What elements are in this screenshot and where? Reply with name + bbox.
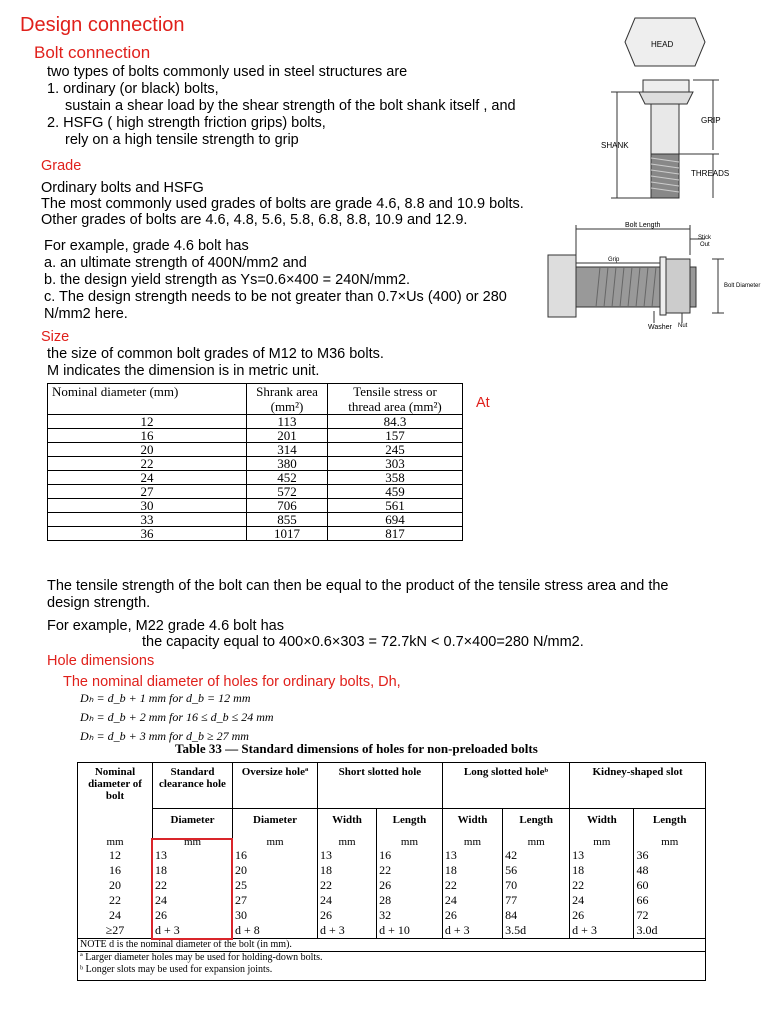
grade-example-line: c. The design strength needs to be not greater than 0.7×Us (400) or 280: [44, 289, 507, 305]
table-note: NOTE d is the nominal diameter of the bolt (in mm).: [78, 939, 706, 952]
nut-shape: [639, 92, 693, 104]
m22-example-line: For example, M22 grade 4.6 bolt has: [47, 618, 284, 634]
table-cell: 24: [48, 471, 247, 485]
table-cell: 16: [78, 863, 153, 878]
col-nominal-diameter: [48, 384, 247, 415]
table-cell: 22: [442, 878, 502, 893]
table-cell: 13: [570, 848, 634, 863]
grade-line: Ordinary bolts and HSFG: [41, 180, 204, 196]
unit-cell: mm: [503, 830, 570, 848]
tensile-line: The tensile strength of the bolt can then be equal to the product of the tensile stress area and the: [47, 578, 669, 594]
header-text: Nominal diameter of bolt: [88, 766, 142, 802]
table-cell: d + 3: [153, 923, 233, 939]
table-cell: 314: [247, 443, 328, 457]
table-cell: 33: [48, 513, 247, 527]
table-cell: 1017: [247, 527, 328, 541]
header-text: thread area (mm²): [348, 399, 442, 414]
table-cell: 20: [78, 878, 153, 893]
grade-line: The most commonly used grades of bolts are grade 4.6, 8.8 and 10.9 bolts.: [41, 196, 524, 212]
table-cell: 157: [328, 429, 463, 443]
head-label: HEAD: [651, 40, 674, 49]
table-cell: 28: [377, 893, 443, 908]
table-cell: 22: [48, 457, 247, 471]
table-row: [48, 443, 463, 457]
table-cell: 24: [570, 893, 634, 908]
table-cell: 30: [233, 908, 318, 923]
intro-line: sustain a shear load by the shear strength of the bolt shank itself , and: [65, 98, 516, 114]
table-cell: 22: [318, 878, 377, 893]
table-row: [48, 429, 463, 443]
washer-label: Washer: [648, 324, 672, 331]
table-cell: 12: [48, 415, 247, 429]
page-title: Design connection: [20, 14, 185, 36]
table-cell: 26: [153, 908, 233, 923]
sub-header: Width: [318, 809, 377, 831]
table-cell: 706: [247, 499, 328, 513]
table-cell: 694: [328, 513, 463, 527]
table-cell: 26: [442, 908, 502, 923]
table-cell: ≥27: [78, 923, 153, 939]
sub-header: Width: [442, 809, 502, 831]
table-row: [48, 513, 463, 527]
table-cell: 13: [442, 848, 502, 863]
table-cell: 20: [48, 443, 247, 457]
table-cell: 113: [247, 415, 328, 429]
hole-subheading: The nominal diameter of holes for ordinary bolts, Dh,: [63, 674, 401, 690]
table-cell: 358: [328, 471, 463, 485]
unit-cell: mm: [318, 830, 377, 848]
table-cell: d + 10: [377, 923, 443, 939]
table-cell: 26: [377, 878, 443, 893]
grade-example-line: N/mm2 here.: [44, 306, 128, 322]
nut-top: [643, 80, 689, 92]
header-text: Shrank area: [256, 384, 318, 399]
col-tensile-area: [328, 384, 463, 415]
grade-line: Other grades of bolts are 4.6, 4.8, 5.6, 5.8, 6.8, 8.8, 10.9 and 12.9.: [41, 212, 468, 228]
intro-line: 2. HSFG ( high strength friction grips) bolts,: [47, 115, 326, 131]
bolt-diameter-label: Bolt Diameter: [724, 283, 761, 289]
m22-example-line: the capacity equal to 400×0.6×303 = 72.7kN < 0.7×400=280 N/mm2.: [142, 634, 584, 650]
table-cell: 56: [503, 863, 570, 878]
table-row: [48, 527, 463, 541]
intro-line: 1. ordinary (or black) bolts,: [47, 81, 219, 97]
unit-cell: mm: [153, 830, 233, 848]
header-text: Nominal diameter (mm): [52, 384, 179, 399]
unit-cell: mm: [634, 830, 706, 848]
hole-heading: Hole dimensions: [47, 653, 155, 669]
table-cell: 817: [328, 527, 463, 541]
hole-formula: Dₕ = d_b + 1 mm for d_b = 12 mm: [80, 691, 251, 705]
table-cell: d + 8: [233, 923, 318, 939]
footnote-b: ᵇ Longer slots may be used for expansion joints.: [78, 964, 706, 981]
stick-out-label: Stick: [698, 235, 712, 241]
table-cell: 13: [318, 848, 377, 863]
threads-label: THREADS: [691, 169, 730, 178]
table-cell: 18: [570, 863, 634, 878]
nut-label: Nut: [678, 323, 688, 329]
header-text: (mm²): [270, 399, 304, 414]
unit-cell: mm: [570, 830, 634, 848]
size-heading: Size: [41, 329, 70, 345]
table-cell: 16: [233, 848, 318, 863]
table-row: [48, 415, 463, 429]
washer-shape: [660, 257, 666, 315]
unit-cell: mm: [78, 830, 153, 848]
table-cell: 36: [48, 527, 247, 541]
table-cell: 303: [328, 457, 463, 471]
table-row: [48, 471, 463, 485]
table-cell: d + 3: [570, 923, 634, 939]
col-shrank-area: [247, 384, 328, 415]
section-bolt-connection: Bolt connection: [34, 43, 151, 62]
table-cell: d + 3: [442, 923, 502, 939]
table-cell: 459: [328, 485, 463, 499]
sub-header: Diameter: [233, 809, 318, 831]
stick-out-label: Out: [700, 242, 710, 248]
table-cell: 22: [570, 878, 634, 893]
table-cell: 16: [377, 848, 443, 863]
table-cell: 561: [328, 499, 463, 513]
size-line: M indicates the dimension is in metric unit.: [47, 363, 320, 379]
table-cell: 18: [318, 863, 377, 878]
table-cell: 60: [634, 878, 706, 893]
table-cell: 66: [634, 893, 706, 908]
sub-header: Width: [570, 809, 634, 831]
grade-heading: Grade: [41, 158, 82, 174]
table-cell: 24: [153, 893, 233, 908]
grade-example-line: For example, grade 4.6 bolt has: [44, 238, 249, 254]
table-cell: 24: [318, 893, 377, 908]
at-note: At: [476, 395, 490, 411]
grade-example-line: a. an ultimate strength of 400N/mm2 and: [44, 255, 307, 271]
table-cell: 24: [442, 893, 502, 908]
hole-col-nominal: [78, 763, 153, 831]
table-cell: 25: [233, 878, 318, 893]
tensile-line: design strength.: [47, 595, 151, 611]
nut-side: [666, 259, 690, 313]
table-cell: 3.5d: [503, 923, 570, 939]
unit-cell: mm: [377, 830, 443, 848]
grade-example-line: b. the design yield strength as Ys=0.6×400 = 240N/mm2.: [44, 272, 411, 288]
table-cell: 77: [503, 893, 570, 908]
table-cell: 27: [233, 893, 318, 908]
table-cell: 32: [377, 908, 443, 923]
header-text: Short slotted hole: [338, 766, 422, 778]
hole-col-oversize: [233, 763, 318, 809]
table-cell: 22: [377, 863, 443, 878]
table-cell: 70: [503, 878, 570, 893]
hole-formula: Dₕ = d_b + 3 mm for d_b ≥ 27 mm: [80, 729, 249, 743]
sub-header: Length: [503, 809, 570, 831]
intro-line: two types of bolts commonly used in steel structures are: [47, 64, 408, 80]
stick-out-end: [690, 267, 696, 307]
table-row: [48, 457, 463, 471]
unit-cell: mm: [233, 830, 318, 848]
table-cell: 22: [78, 893, 153, 908]
bolt-assembly-diagram: [540, 215, 768, 335]
bolt-table-body: [48, 415, 463, 541]
hole-col-standard: [153, 763, 233, 809]
table-cell: 30: [48, 499, 247, 513]
sub-header: Length: [377, 809, 443, 831]
shank-shape: [651, 104, 679, 154]
table-cell: 26: [570, 908, 634, 923]
bolt-length-label: Bolt Length: [625, 222, 661, 229]
header-text: Tensile stress or: [353, 384, 437, 399]
table-cell: 16: [48, 429, 247, 443]
header-text: Standard clearance hole: [159, 766, 226, 790]
grip-label: GRIP: [701, 116, 721, 125]
table-cell: 72: [634, 908, 706, 923]
table-cell: 18: [442, 863, 502, 878]
hole-col-long-slotted: [442, 763, 569, 809]
table-cell: 12: [78, 848, 153, 863]
hole-formula: Dₕ = d_b + 2 mm for 16 ≤ d_b ≤ 24 mm: [80, 710, 274, 724]
bolt-area-table: [47, 383, 463, 541]
hole-col-short-slotted: [318, 763, 443, 809]
sub-header: Diameter: [153, 809, 233, 831]
table-cell: 201: [247, 429, 328, 443]
footnote-a: ª Larger diameter holes may be used for holding-down bolts.: [78, 952, 706, 965]
unit-cell: mm: [442, 830, 502, 848]
table-cell: 245: [328, 443, 463, 457]
shank-label: SHANK: [601, 141, 629, 150]
table-cell: 22: [153, 878, 233, 893]
table-cell: 27: [48, 485, 247, 499]
table-cell: 20: [233, 863, 318, 878]
bolt-head-side: [548, 255, 576, 317]
table-cell: d + 3: [318, 923, 377, 939]
table-row: [48, 485, 463, 499]
grip-label-2: Grip: [608, 257, 620, 263]
table-cell: 42: [503, 848, 570, 863]
table-cell: 48: [634, 863, 706, 878]
header-text: Oversize holeª: [241, 766, 309, 778]
table-cell: 13: [153, 848, 233, 863]
header-text: Kidney-shaped slot: [592, 766, 683, 778]
table-cell: 380: [247, 457, 328, 471]
intro-line: rely on a high tensile strength to grip: [65, 132, 299, 148]
table-cell: 18: [153, 863, 233, 878]
table-cell: 855: [247, 513, 328, 527]
table-row: [48, 499, 463, 513]
hole-table-title: Table 33 — Standard dimensions of holes for non-preloaded bolts: [175, 741, 538, 756]
hole-col-kidney: [570, 763, 706, 809]
table-cell: 26: [318, 908, 377, 923]
size-line: the size of common bolt grades of M12 to M36 bolts.: [47, 346, 384, 362]
table-cell: 84.3: [328, 415, 463, 429]
header-text: Long slotted holeᵇ: [463, 766, 549, 778]
table-cell: 24: [78, 908, 153, 923]
bolt-anatomy-diagram: [595, 10, 755, 210]
table-cell: 452: [247, 471, 328, 485]
highlight-box: [151, 838, 233, 940]
table-cell: 3.0d: [634, 923, 706, 939]
sub-header: Length: [634, 809, 706, 831]
table-cell: 36: [634, 848, 706, 863]
table-cell: 84: [503, 908, 570, 923]
table-cell: 572: [247, 485, 328, 499]
